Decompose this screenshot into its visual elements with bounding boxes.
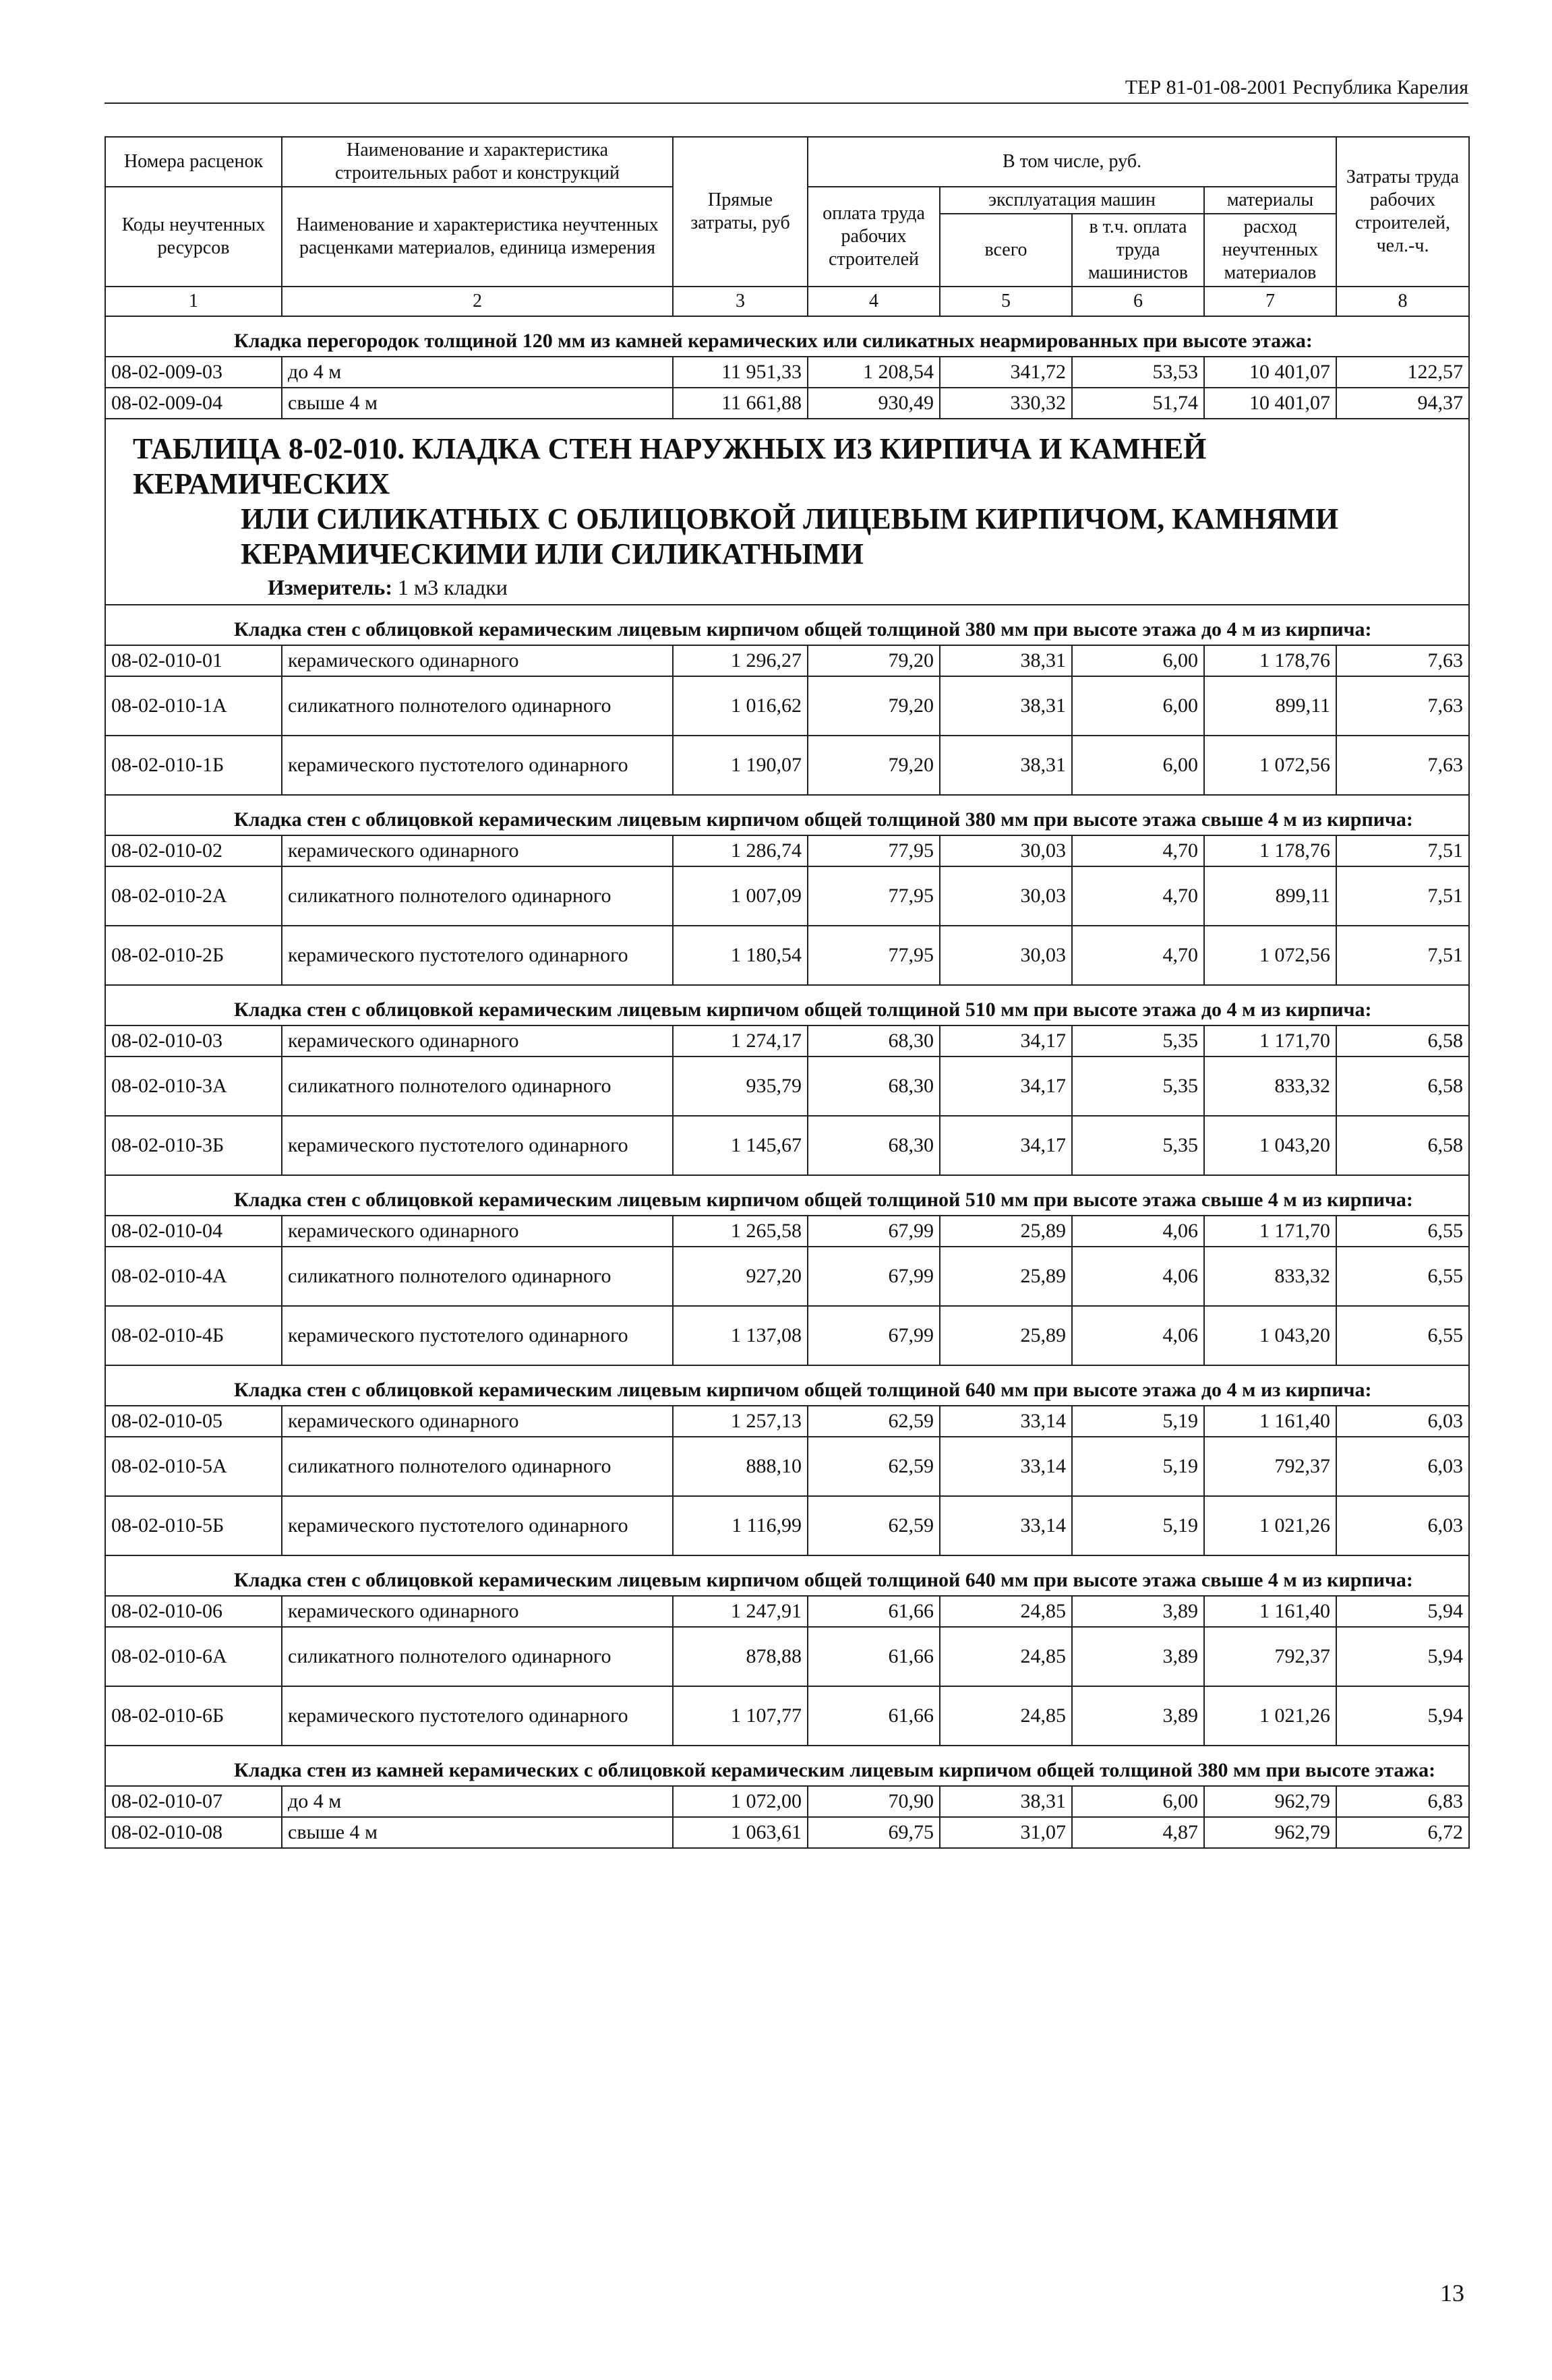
- labor-costs: 122,57: [1336, 357, 1469, 388]
- materials-consumption: 833,32: [1204, 1247, 1336, 1306]
- machines-total: 31,07: [940, 1817, 1072, 1848]
- direct-costs: 1 180,54: [673, 926, 808, 985]
- machinists-wages: 4,70: [1072, 926, 1204, 985]
- work-name: керамического пустотелого одинарного: [282, 736, 673, 795]
- groups-body: [105, 605, 1469, 1848]
- labor-costs: 7,51: [1336, 926, 1469, 985]
- machines-total: 341,72: [940, 357, 1072, 388]
- col-including-header: В том числе, руб.: [808, 137, 1336, 187]
- materials-consumption: 10 401,07: [1204, 388, 1336, 419]
- section-heading: Кладка стен с облицовкой керамическим лицевым кирпичом общей толщиной 510 мм при высоте этажа свыше 4 м из кирпича:: [105, 1175, 1469, 1216]
- section-heading-row: [105, 605, 1469, 645]
- measure-label: Измеритель:: [268, 575, 392, 599]
- rate-code: 08-02-010-3А: [105, 1057, 282, 1116]
- machines-total: 24,85: [940, 1686, 1072, 1746]
- machines-total: 34,17: [940, 1116, 1072, 1175]
- machinists-wages: 5,19: [1072, 1496, 1204, 1555]
- machinists-wages: 3,89: [1072, 1596, 1204, 1627]
- machinists-wages: 6,00: [1072, 736, 1204, 795]
- col-direct-costs-header: Прямые затраты, руб: [673, 137, 808, 287]
- col-machines-header: эксплуатация машин: [940, 187, 1204, 214]
- rate-code: 08-02-010-6А: [105, 1627, 282, 1686]
- machinists-wages: 3,89: [1072, 1627, 1204, 1686]
- materials-consumption: 1 021,26: [1204, 1496, 1336, 1555]
- materials-consumption: 792,37: [1204, 1437, 1336, 1496]
- section-heading-row: [105, 316, 1469, 357]
- machinists-wages: 4,06: [1072, 1306, 1204, 1365]
- col-machines-total-header: всего: [940, 214, 1072, 287]
- work-name: силикатного полнотелого одинарного: [282, 1247, 673, 1306]
- wages: 69,75: [808, 1817, 940, 1848]
- machinists-wages: 4,06: [1072, 1216, 1204, 1247]
- machines-total: 38,31: [940, 645, 1072, 676]
- wages: 79,20: [808, 736, 940, 795]
- col-materials-header: материалы: [1204, 187, 1336, 214]
- labor-costs: 6,58: [1336, 1025, 1469, 1057]
- labor-costs: 7,63: [1336, 676, 1469, 736]
- materials-consumption: 833,32: [1204, 1057, 1336, 1116]
- table-row: [105, 1786, 1469, 1817]
- wages: 68,30: [808, 1116, 940, 1175]
- direct-costs: 878,88: [673, 1627, 808, 1686]
- work-name: силикатного полнотелого одинарного: [282, 1627, 673, 1686]
- rate-code: 08-02-010-1А: [105, 676, 282, 736]
- rate-code: 08-02-010-07: [105, 1786, 282, 1817]
- work-name: до 4 м: [282, 357, 673, 388]
- wages: 62,59: [808, 1437, 940, 1496]
- section-heading-row: [105, 985, 1469, 1025]
- machinists-wages: 6,00: [1072, 645, 1204, 676]
- machines-total: 30,03: [940, 866, 1072, 926]
- column-number: 3: [673, 287, 808, 316]
- rate-code: 08-02-010-08: [105, 1817, 282, 1848]
- work-name: силикатного полнотелого одинарного: [282, 866, 673, 926]
- wages: 67,99: [808, 1216, 940, 1247]
- section-heading: Кладка стен с облицовкой керамическим лицевым кирпичом общей толщиной 510 мм при высоте этажа до 4 м из кирпича:: [105, 985, 1469, 1025]
- labor-costs: 6,03: [1336, 1437, 1469, 1496]
- materials-consumption: 792,37: [1204, 1627, 1336, 1686]
- table-row: [105, 1596, 1469, 1627]
- wages: 68,30: [808, 1057, 940, 1116]
- direct-costs: 11 951,33: [673, 357, 808, 388]
- machinists-wages: 5,35: [1072, 1025, 1204, 1057]
- direct-costs: 1 247,91: [673, 1596, 808, 1627]
- rate-code: 08-02-010-03: [105, 1025, 282, 1057]
- wages: 79,20: [808, 676, 940, 736]
- table-title-line-3: КЕРАМИЧЕСКИМИ ИЛИ СИЛИКАТНЫМИ: [241, 537, 864, 570]
- labor-costs: 7,63: [1336, 736, 1469, 795]
- rate-code: 08-02-010-4Б: [105, 1306, 282, 1365]
- col-materials-name-header: Наименование и характеристика неучтенных расценками материалов, единица измерения: [282, 187, 673, 287]
- work-name: керамического пустотелого одинарного: [282, 1496, 673, 1555]
- header-row-1: [105, 137, 1469, 187]
- wages: 77,95: [808, 835, 940, 866]
- labor-costs: 7,51: [1336, 835, 1469, 866]
- column-number: 8: [1336, 287, 1469, 316]
- machinists-wages: 5,19: [1072, 1437, 1204, 1496]
- rate-code: 08-02-010-5А: [105, 1437, 282, 1496]
- machines-total: 30,03: [940, 926, 1072, 985]
- table-row: [105, 676, 1469, 736]
- machinists-wages: 4,87: [1072, 1817, 1204, 1848]
- machinists-wages: 5,35: [1072, 1057, 1204, 1116]
- section-heading-row: [105, 795, 1469, 835]
- column-number: 2: [282, 287, 673, 316]
- col-machinists-wages-header: в т.ч. оплата труда машинистов: [1072, 214, 1204, 287]
- page-number: 13: [1440, 2280, 1464, 2307]
- section-heading-row: [105, 1365, 1469, 1406]
- header-rule: [105, 102, 1468, 104]
- rate-code: 08-02-010-05: [105, 1406, 282, 1437]
- rate-code: 08-02-010-2А: [105, 866, 282, 926]
- labor-costs: 6,03: [1336, 1406, 1469, 1437]
- labor-costs: 6,55: [1336, 1247, 1469, 1306]
- table-title-line-2: ИЛИ СИЛИКАТНЫХ С ОБЛИЦОВКОЙ ЛИЦЕВЫМ КИРПИЧОМ, КАМНЯМИ: [241, 502, 1339, 535]
- wages: 70,90: [808, 1786, 940, 1817]
- labor-costs: 6,72: [1336, 1817, 1469, 1848]
- table-row: [105, 926, 1469, 985]
- table-row: [105, 1496, 1469, 1555]
- column-number: 5: [940, 287, 1072, 316]
- table-row: [105, 357, 1469, 388]
- work-name: свыше 4 м: [282, 1817, 673, 1848]
- machines-total: 25,89: [940, 1247, 1072, 1306]
- machinists-wages: 4,70: [1072, 835, 1204, 866]
- wages: 930,49: [808, 388, 940, 419]
- labor-costs: 94,37: [1336, 388, 1469, 419]
- materials-consumption: 899,11: [1204, 676, 1336, 736]
- work-name: керамического пустотелого одинарного: [282, 1116, 673, 1175]
- document-title: ТЕР 81-01-08-2001 Республика Карелия: [1125, 76, 1468, 98]
- work-name: керамического пустотелого одинарного: [282, 1686, 673, 1746]
- table-row: [105, 1025, 1469, 1057]
- rate-code: 08-02-009-04: [105, 388, 282, 419]
- section-heading: Кладка стен с облицовкой керамическим лицевым кирпичом общей толщиной 640 мм при высоте этажа до 4 м из кирпича:: [105, 1365, 1469, 1406]
- wages: 61,66: [808, 1627, 940, 1686]
- machines-total: 33,14: [940, 1406, 1072, 1437]
- machines-total: 38,31: [940, 736, 1072, 795]
- direct-costs: 1 072,00: [673, 1786, 808, 1817]
- direct-costs: 1 296,27: [673, 645, 808, 676]
- col-labor-costs-header: Затраты труда рабочих строителей, чел.-ч.: [1336, 137, 1469, 287]
- rate-code: 08-02-010-3Б: [105, 1116, 282, 1175]
- rate-code: 08-02-010-5Б: [105, 1496, 282, 1555]
- col-resource-codes-header: Коды неучтенных ресурсов: [105, 187, 282, 287]
- table-row: [105, 1437, 1469, 1496]
- table-row: [105, 388, 1469, 419]
- wages: 62,59: [808, 1496, 940, 1555]
- direct-costs: 888,10: [673, 1437, 808, 1496]
- labor-costs: 6,83: [1336, 1786, 1469, 1817]
- table-title: [105, 419, 1469, 605]
- machinists-wages: 4,06: [1072, 1247, 1204, 1306]
- rate-code: 08-02-010-2Б: [105, 926, 282, 985]
- work-name: до 4 м: [282, 1786, 673, 1817]
- materials-consumption: 1 021,26: [1204, 1686, 1336, 1746]
- machinists-wages: 5,19: [1072, 1406, 1204, 1437]
- column-numbers-row: [105, 287, 1469, 316]
- materials-consumption: 1 161,40: [1204, 1406, 1336, 1437]
- wages: 68,30: [808, 1025, 940, 1057]
- table-row: [105, 736, 1469, 795]
- column-number: 4: [808, 287, 940, 316]
- work-name: керамического одинарного: [282, 1406, 673, 1437]
- machines-total: 24,85: [940, 1627, 1072, 1686]
- wages: 77,95: [808, 866, 940, 926]
- direct-costs: 1 116,99: [673, 1496, 808, 1555]
- rate-code: 08-02-010-02: [105, 835, 282, 866]
- machines-total: 25,89: [940, 1216, 1072, 1247]
- work-name: керамического одинарного: [282, 1596, 673, 1627]
- materials-consumption: 1 043,20: [1204, 1116, 1336, 1175]
- materials-consumption: 1 072,56: [1204, 736, 1336, 795]
- work-name: керамического одинарного: [282, 1025, 673, 1057]
- wages: 79,20: [808, 645, 940, 676]
- section-heading-row: [105, 1175, 1469, 1216]
- work-name: силикатного полнотелого одинарного: [282, 1437, 673, 1496]
- direct-costs: 1 190,07: [673, 736, 808, 795]
- materials-consumption: 1 043,20: [1204, 1306, 1336, 1365]
- materials-consumption: 899,11: [1204, 866, 1336, 926]
- direct-costs: 1 257,13: [673, 1406, 808, 1437]
- col-wages-header: оплата труда рабочих строителей: [808, 187, 940, 287]
- rate-code: 08-02-010-4А: [105, 1247, 282, 1306]
- col-rate-number-header: Номера расценок: [105, 137, 282, 187]
- table-row: [105, 1306, 1469, 1365]
- work-name: керамического пустотелого одинарного: [282, 926, 673, 985]
- table-row: [105, 1406, 1469, 1437]
- rate-code: 08-02-010-1Б: [105, 736, 282, 795]
- column-number: 1: [105, 287, 282, 316]
- table-row: [105, 866, 1469, 926]
- work-name: керамического одинарного: [282, 835, 673, 866]
- work-name: силикатного полнотелого одинарного: [282, 1057, 673, 1116]
- work-name: керамического пустотелого одинарного: [282, 1306, 673, 1365]
- rate-code: 08-02-010-04: [105, 1216, 282, 1247]
- direct-costs: 1 265,58: [673, 1216, 808, 1247]
- machinists-wages: 53,53: [1072, 357, 1204, 388]
- table-row: [105, 1247, 1469, 1306]
- materials-consumption: 1 171,70: [1204, 1025, 1336, 1057]
- table-row: [105, 1216, 1469, 1247]
- table-row: [105, 1817, 1469, 1848]
- materials-consumption: 962,79: [1204, 1786, 1336, 1817]
- labor-costs: 5,94: [1336, 1596, 1469, 1627]
- labor-costs: 7,63: [1336, 645, 1469, 676]
- table-title-line-1: ТАБЛИЦА 8-02-010. КЛАДКА СТЕН НАРУЖНЫХ ИЗ КИРПИЧА И КАМНЕЙ КЕРАМИЧЕСКИХ: [133, 432, 1207, 500]
- materials-consumption: 1 178,76: [1204, 835, 1336, 866]
- machines-total: 38,31: [940, 1786, 1072, 1817]
- table-row: [105, 1116, 1469, 1175]
- labor-costs: 5,94: [1336, 1686, 1469, 1746]
- machines-total: 25,89: [940, 1306, 1072, 1365]
- labor-costs: 6,58: [1336, 1057, 1469, 1116]
- rate-code: 08-02-010-06: [105, 1596, 282, 1627]
- machines-total: 38,31: [940, 676, 1072, 736]
- direct-costs: 1 016,62: [673, 676, 808, 736]
- rate-code: 08-02-010-01: [105, 645, 282, 676]
- work-name: керамического одинарного: [282, 645, 673, 676]
- rate-code: 08-02-009-03: [105, 357, 282, 388]
- section-heading: Кладка стен с облицовкой керамическим лицевым кирпичом общей толщиной 640 мм при высоте этажа свыше 4 м из кирпича:: [105, 1555, 1469, 1596]
- wages: 67,99: [808, 1306, 940, 1365]
- section-heading: Кладка стен с облицовкой керамическим лицевым кирпичом общей толщиной 380 мм при высоте этажа свыше 4 м из кирпича:: [105, 795, 1469, 835]
- measure-unit: [133, 576, 1455, 599]
- machinists-wages: 6,00: [1072, 1786, 1204, 1817]
- labor-costs: 7,51: [1336, 866, 1469, 926]
- machines-total: 33,14: [940, 1437, 1072, 1496]
- materials-consumption: 1 171,70: [1204, 1216, 1336, 1247]
- direct-costs: 1 063,61: [673, 1817, 808, 1848]
- column-number: 7: [1204, 287, 1336, 316]
- section-heading: Кладка стен из камней керамических с облицовкой керамическим лицевым кирпичом общей толщиной 380 мм при высоте этажа:: [105, 1746, 1469, 1786]
- measure-value: 1 м3 кладки: [397, 575, 508, 599]
- col-materials-consumption-header: расход неучтенных материалов: [1204, 214, 1336, 287]
- labor-costs: 5,94: [1336, 1627, 1469, 1686]
- section-heading: Кладка стен с облицовкой керамическим лицевым кирпичом общей толщиной 380 мм при высоте этажа до 4 м из кирпича:: [105, 605, 1469, 645]
- direct-costs: 1 286,74: [673, 835, 808, 866]
- direct-costs: 1 274,17: [673, 1025, 808, 1057]
- machinists-wages: 4,70: [1072, 866, 1204, 926]
- wages: 61,66: [808, 1686, 940, 1746]
- direct-costs: 935,79: [673, 1057, 808, 1116]
- section-heading: Кладка перегородок толщиной 120 мм из камней керамических или силикатных неармированных при высоте этажа:: [105, 316, 1469, 357]
- table-title-row: [105, 419, 1469, 605]
- machines-total: 34,17: [940, 1025, 1072, 1057]
- work-name: керамического одинарного: [282, 1216, 673, 1247]
- column-number: 6: [1072, 287, 1204, 316]
- machines-total: 24,85: [940, 1596, 1072, 1627]
- wages: 67,99: [808, 1247, 940, 1306]
- machines-total: 34,17: [940, 1057, 1072, 1116]
- labor-costs: 6,55: [1336, 1216, 1469, 1247]
- table-row: [105, 1627, 1469, 1686]
- labor-costs: 6,03: [1336, 1496, 1469, 1555]
- table-row: [105, 835, 1469, 866]
- machinists-wages: 51,74: [1072, 388, 1204, 419]
- machines-total: 33,14: [940, 1496, 1072, 1555]
- rates-table: [105, 136, 1470, 1849]
- labor-costs: 6,55: [1336, 1306, 1469, 1365]
- col-work-name-header: Наименование и характеристика строительных работ и конструкций: [282, 137, 673, 187]
- direct-costs: 1 145,67: [673, 1116, 808, 1175]
- direct-costs: 1 107,77: [673, 1686, 808, 1746]
- table-row: [105, 1686, 1469, 1746]
- section-heading-row: [105, 1746, 1469, 1786]
- section-heading-row: [105, 1555, 1469, 1596]
- machinists-wages: 6,00: [1072, 676, 1204, 736]
- materials-consumption: 1 178,76: [1204, 645, 1336, 676]
- materials-consumption: 10 401,07: [1204, 357, 1336, 388]
- materials-consumption: 1 072,56: [1204, 926, 1336, 985]
- materials-consumption: 962,79: [1204, 1817, 1336, 1848]
- labor-costs: 6,58: [1336, 1116, 1469, 1175]
- work-name: свыше 4 м: [282, 388, 673, 419]
- wages: 62,59: [808, 1406, 940, 1437]
- direct-costs: 927,20: [673, 1247, 808, 1306]
- wages: 1 208,54: [808, 357, 940, 388]
- materials-consumption: 1 161,40: [1204, 1596, 1336, 1627]
- direct-costs: 1 007,09: [673, 866, 808, 926]
- machinists-wages: 3,89: [1072, 1686, 1204, 1746]
- rate-code: 08-02-010-6Б: [105, 1686, 282, 1746]
- machinists-wages: 5,35: [1072, 1116, 1204, 1175]
- machines-total: 30,03: [940, 835, 1072, 866]
- wages: 61,66: [808, 1596, 940, 1627]
- machines-total: 330,32: [940, 388, 1072, 419]
- table-row: [105, 1057, 1469, 1116]
- table-row: [105, 645, 1469, 676]
- wages: 77,95: [808, 926, 940, 985]
- direct-costs: 1 137,08: [673, 1306, 808, 1365]
- direct-costs: 11 661,88: [673, 388, 808, 419]
- work-name: силикатного полнотелого одинарного: [282, 676, 673, 736]
